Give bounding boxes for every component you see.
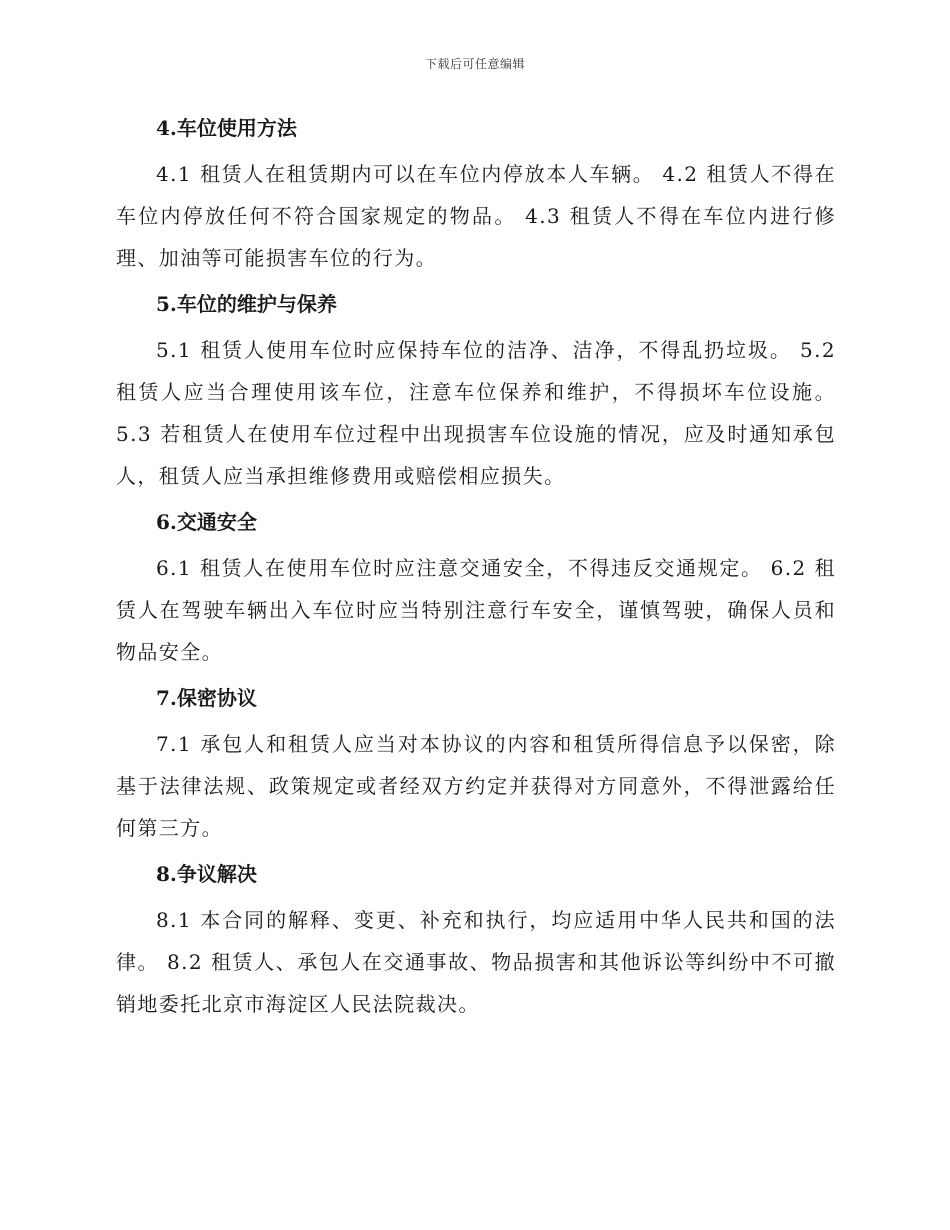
section-heading: 6.交通安全 (156, 510, 257, 534)
section-6 (116, 500, 836, 673)
section-body: 5.1 租赁人使用车位时应保持车位的洁净、洁净，不得乱扔垃圾。 5.2 租赁人应当合理使用该车位，注意车位保养和维护，不得损坏车位设施。 5.3 若租赁人在使用车位过程中出现损害车位设施的情况，应及时通知承包人，租赁人应当承担维修费用或赔偿相应损失。 (116, 338, 836, 488)
section-heading: 5.车位的维护与保养 (156, 292, 337, 316)
section-4 (116, 106, 836, 279)
section-heading: 8.争议解决 (156, 862, 257, 886)
section-heading: 4.车位使用方法 (156, 116, 297, 140)
section-body: 8.1 本合同的解释、变更、补充和执行，均应适用中华人民共和国的法律。 8.2 租赁人、承包人在交通事故、物品损害和其他诉讼等纠纷中不可撤销地委托北京市海淀区人民法院裁决。 (116, 908, 836, 1016)
section-heading: 7.保密协议 (156, 686, 257, 710)
section-5 (116, 282, 836, 497)
section-8 (116, 852, 836, 1025)
section-body: 7.1 承包人和租赁人应当对本协议的内容和租赁所得信息予以保密，除基于法律法规、政策规定或者经双方约定并获得对方同意外，不得泄露给任何第三方。 (116, 732, 836, 840)
section-body: 6.1 租赁人在使用车位时应注意交通安全，不得违反交通规定。 6.2 租赁人在驾驶车辆出入车位时应当特别注意行车安全，谨慎驾驶，确保人员和物品安全。 (116, 556, 836, 664)
section-body: 4.1 租赁人在租赁期内可以在车位内停放本人车辆。 4.2 租赁人不得在车位内停放任何不符合国家规定的物品。 4.3 租赁人不得在车位内进行修理、加油等可能损害车位的行为。 (116, 162, 836, 270)
section-7 (116, 676, 836, 849)
page-header: 下载后可任意编辑 (424, 57, 525, 71)
document-body (116, 106, 836, 1028)
